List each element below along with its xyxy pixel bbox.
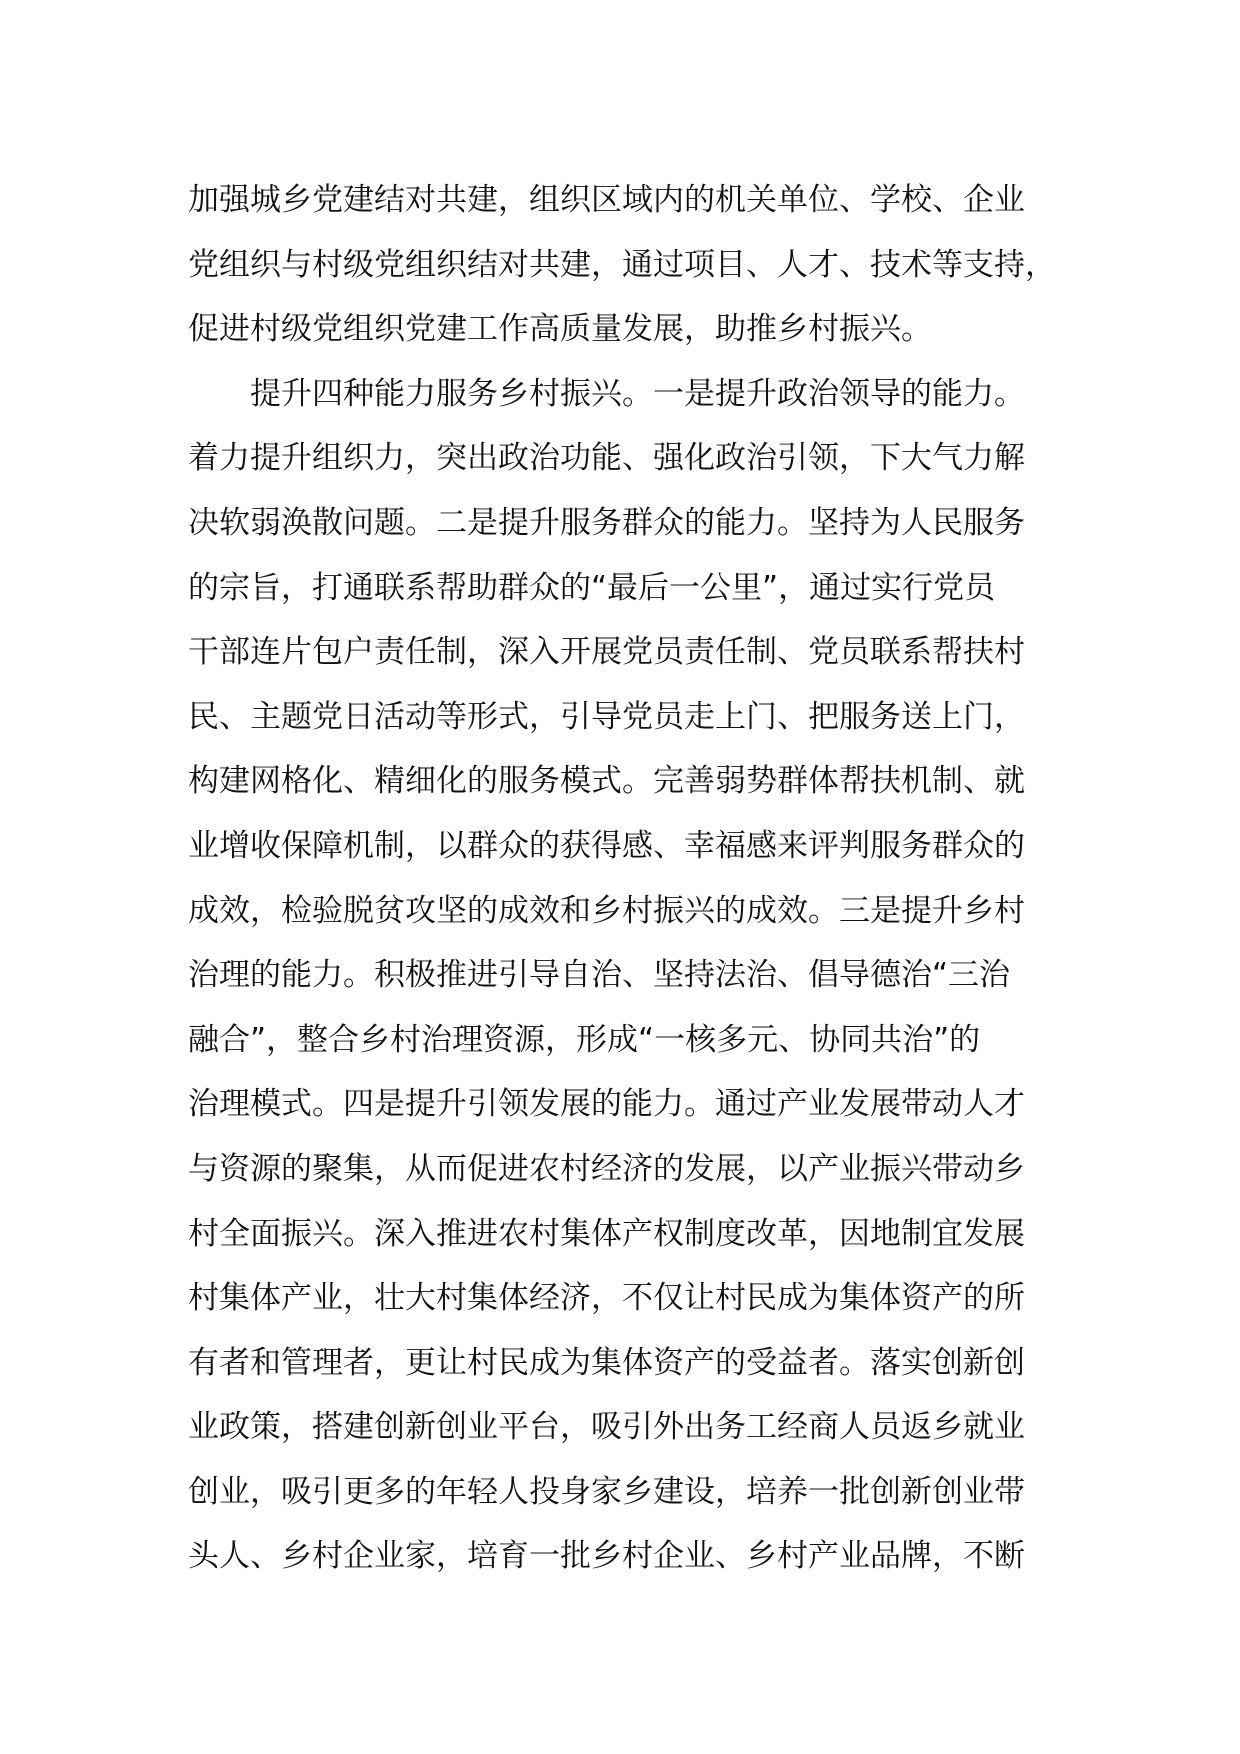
text-line: 着力提升组织力，突出政治功能、强化政治引领，下大气力解 — [188, 440, 1025, 477]
text-line: 村全面振兴。深入推进农村集体产权制度改革，因地制宜发展 — [188, 1215, 1025, 1252]
text-line: 村集体产业，壮大村集体经济，不仅让村民成为集体资产的所 — [188, 1280, 1025, 1317]
text-line: 业政策，搭建创新创业平台，吸引外出务工经商人员返乡就业 — [188, 1409, 1025, 1446]
text-line: 的宗旨，打通联系帮助群众的“最后一公里”，通过实行党员 — [188, 569, 996, 606]
text-line: 治理的能力。积极推进引导自治、坚持法治、倡导德治“三治 — [188, 957, 1011, 994]
text-line: 头人、乡村企业家，培育一批乡村企业、乡村产业品牌，不断 — [188, 1538, 1025, 1575]
text-line: 党组织与村级党组织结对共建，通过项目、人才、技术等支持， — [188, 246, 1056, 283]
text-line: 加强城乡党建结对共建，组织区域内的机关单位、学校、企业 — [188, 182, 1025, 218]
text-line: 业增收保障机制，以群众的获得感、幸福感来评判服务群众的 — [188, 827, 1025, 864]
text-line: 融合”，整合乡村治理资源，形成“一核多元、协同共治”的 — [188, 1021, 981, 1058]
text-line: 民、主题党日活动等形式，引导党员走上门、把服务送上门， — [188, 698, 1025, 735]
body-text — [188, 168, 1068, 1589]
text-line: 成效，检验脱贫攻坚的成效和乡村振兴的成效。三是提升乡村 — [188, 892, 1025, 929]
text-line: 决软弱涣散问题。二是提升服务群众的能力。坚持为人民服务 — [188, 504, 1025, 541]
text-line: 有者和管理者，更让村民成为集体资产的受益者。落实创新创 — [188, 1344, 1025, 1381]
text-line: 干部连片包户责任制，深入开展党员责任制、党员联系帮扶村 — [188, 634, 1025, 671]
text-line: 与资源的聚集，从而促进农村经济的发展，以产业振兴带动乡 — [188, 1150, 1025, 1187]
text-line: 创业，吸引更多的年轻人投身家乡建设，培养一批创新创业带 — [188, 1473, 1025, 1510]
text-line: 治理模式。四是提升引领发展的能力。通过产业发展带动人才 — [188, 1086, 1025, 1123]
paragraph-start-line: 提升四种能力服务乡村振兴。一是提升政治领导的能力。 — [250, 375, 1025, 412]
text-line: 促进村级党组织党建工作高质量发展，助推乡村振兴。 — [188, 311, 932, 348]
text-line: 构建网格化、精细化的服务模式。完善弱势群体帮扶机制、就 — [188, 763, 1025, 800]
